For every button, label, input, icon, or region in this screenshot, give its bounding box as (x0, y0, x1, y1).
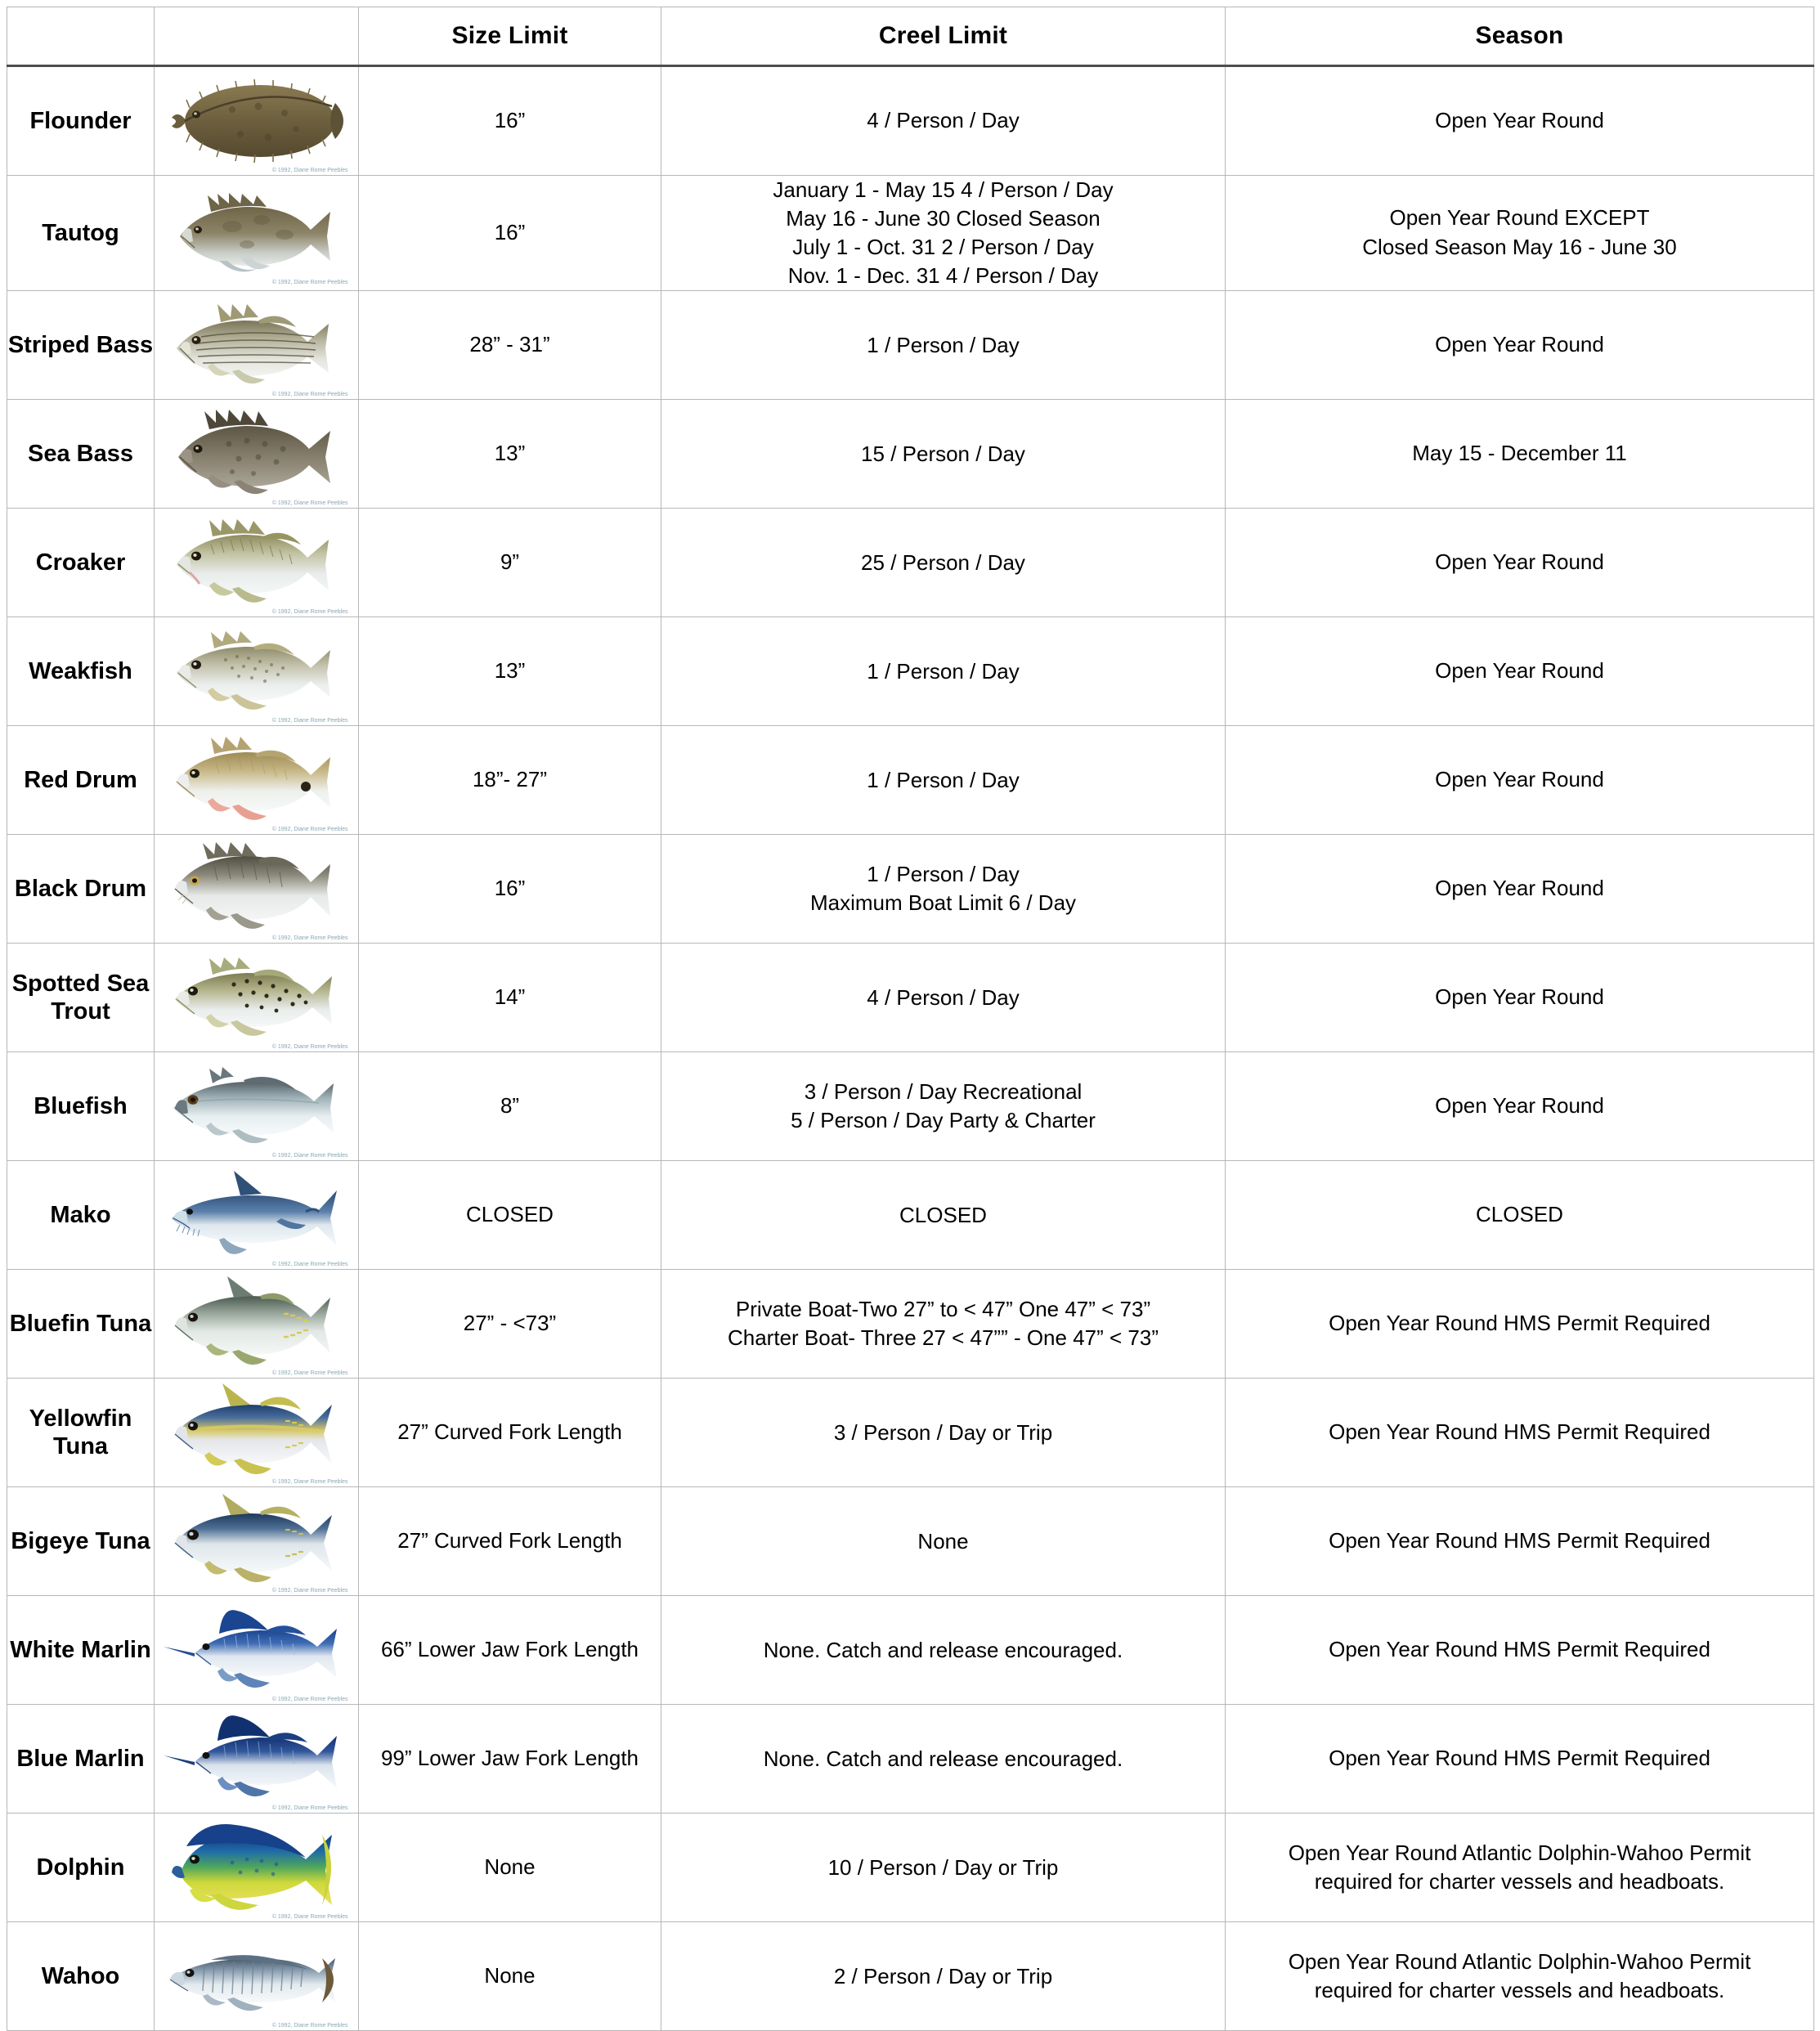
image-credit: © 1992, Diane Rome Peebles (271, 935, 348, 942)
image-credit: © 1992, Diane Rome Peebles (271, 1479, 348, 1486)
season-line: required for charter vessels and headboats. (1314, 1978, 1725, 2003)
species-image-cell (155, 1487, 359, 1596)
creel-limit-line: 10 / Person / Day or Trip (827, 1854, 1059, 1880)
size-limit-cell: 8” (359, 1052, 661, 1161)
flounder-illustration (162, 67, 352, 175)
mako-illustration (162, 1161, 352, 1269)
season-line: Open Year Round (1435, 876, 1604, 901)
creel-limit-line: 1 / Person / Day (867, 862, 1020, 887)
size-limit-cell: 13” (359, 400, 661, 509)
size-limit-cell: 14” (359, 944, 661, 1052)
image-credit: © 1992, Diane Rome Peebles (271, 280, 348, 286)
tautog-illustration (162, 179, 352, 287)
species-image-cell (155, 1270, 359, 1379)
creel-limit-line: 3 / Person / Day or Trip (833, 1419, 1053, 1445)
season-cell (1226, 1161, 1814, 1270)
season-cell (1226, 1052, 1814, 1161)
creel-limit-cell (661, 617, 1226, 726)
creel-limit-cell (661, 726, 1226, 835)
creel-limit-cell (661, 1814, 1226, 1922)
image-credit: © 1992, Diane Rome Peebles (271, 718, 348, 724)
season-line: Open Year Round Atlantic Dolphin-Wahoo Permit (1288, 1948, 1751, 1974)
size-limit-cell: 18”- 27” (359, 726, 661, 835)
creel-limit-cell (661, 1596, 1226, 1705)
species-name-cell: Flounder (7, 66, 155, 176)
image-credit: © 1992, Diane Rome Peebles (271, 500, 348, 507)
season-cell (1226, 400, 1814, 509)
image-credit: © 1992, Diane Rome Peebles (271, 1588, 348, 1594)
creel-limit-cell (661, 400, 1226, 509)
weakfish-illustration (162, 617, 352, 725)
species-name-cell: Blue Marlin (7, 1705, 155, 1814)
image-credit: © 1992, Diane Rome Peebles (271, 1044, 348, 1051)
size-limit-cell: 16” (359, 835, 661, 944)
croaker-illustration (162, 509, 352, 616)
creel-limit-line: 4 / Person / Day (867, 984, 1020, 1010)
creel-limit-line: 15 / Person / Day (861, 441, 1025, 466)
fishing-regulations-sheet (0, 7, 1820, 2029)
creel-limit-cell (661, 1270, 1226, 1379)
header-creel-limit (661, 7, 1226, 66)
bluefish-illustration (162, 1052, 352, 1160)
species-image-cell (155, 400, 359, 509)
creel-limit-line: 5 / Person / Day Party & Charter (791, 1108, 1096, 1133)
size-limit-cell: None (359, 1922, 661, 2031)
wahoo-illustration (162, 1922, 352, 2030)
creel-limit-line: May 16 - June 30 Closed Season (786, 206, 1101, 231)
season-line: Open Year Round HMS Permit Required (1329, 1637, 1710, 1662)
season-line: Open Year Round (1435, 658, 1604, 684)
table-row (7, 726, 1814, 835)
season-cell (1226, 1922, 1814, 2031)
season-line: Open Year Round HMS Permit Required (1329, 1528, 1710, 1554)
species-name-cell: Wahoo (7, 1922, 155, 2031)
image-credit: © 1992, Diane Rome Peebles (271, 1262, 348, 1268)
season-line: Open Year Round (1435, 1093, 1604, 1119)
striped-bass-illustration (162, 291, 352, 399)
creel-limit-line: Maximum Boat Limit 6 / Day (809, 890, 1077, 916)
season-cell (1226, 176, 1814, 291)
table-row (7, 1596, 1814, 1705)
species-name-cell: White Marlin (7, 1596, 155, 1705)
table-row (7, 400, 1814, 509)
season-line: Open Year Round Atlantic Dolphin-Wahoo Permit (1288, 1840, 1751, 1865)
season-line: Open Year Round EXCEPT (1389, 205, 1650, 231)
yellowfin-tuna-illustration (162, 1379, 352, 1486)
creel-limit-cell (661, 1922, 1226, 2031)
creel-limit-line: 1 / Person / Day (867, 767, 1020, 792)
species-name-cell: Red Drum (7, 726, 155, 835)
header-season-label: Season (1475, 22, 1564, 49)
table-row (7, 1814, 1814, 1922)
season-line: Open Year Round (1435, 984, 1604, 1010)
size-limit-cell: None (359, 1814, 661, 1922)
table-row (7, 291, 1814, 400)
season-line: Closed Season May 16 - June 30 (1362, 235, 1677, 260)
season-cell (1226, 835, 1814, 944)
size-limit-cell: 66” Lower Jaw Fork Length (359, 1596, 661, 1705)
creel-limit-line: July 1 - Oct. 31 2 / Person / Day (792, 235, 1094, 260)
black-drum-illustration (162, 835, 352, 943)
fishing-regulations-table (7, 7, 1814, 2031)
species-name-cell: Black Drum (7, 835, 155, 944)
image-credit: © 1992, Diane Rome Peebles (271, 392, 348, 398)
header-image-blank (155, 7, 359, 66)
blue-marlin-illustration (162, 1705, 352, 1813)
creel-limit-line: Nov. 1 - Dec. 31 4 / Person / Day (787, 263, 1099, 289)
image-credit: © 1992, Diane Rome Peebles (271, 827, 348, 833)
season-line: Open Year Round (1435, 767, 1604, 792)
species-image-cell (155, 1814, 359, 1922)
sea-bass-illustration (162, 400, 352, 508)
season-line: Open Year Round (1435, 332, 1604, 357)
image-credit: © 1992, Diane Rome Peebles (271, 1697, 348, 1703)
size-limit-cell: 27” Curved Fork Length (359, 1379, 661, 1487)
species-image-cell (155, 1922, 359, 2031)
season-cell (1226, 1487, 1814, 1596)
header-size-limit-label: Size Limit (451, 22, 568, 49)
table-row (7, 509, 1814, 617)
creel-limit-line: 4 / Person / Day (867, 108, 1020, 133)
creel-limit-cell (661, 1379, 1226, 1487)
size-limit-cell: 13” (359, 617, 661, 726)
season-cell (1226, 726, 1814, 835)
season-cell (1226, 944, 1814, 1052)
size-limit-cell: 16” (359, 66, 661, 176)
species-name-cell: Striped Bass (7, 291, 155, 400)
species-image-cell (155, 1161, 359, 1270)
season-cell (1226, 1379, 1814, 1487)
creel-limit-line: 1 / Person / Day (867, 332, 1020, 357)
species-image-cell (155, 726, 359, 835)
species-image-cell (155, 509, 359, 617)
creel-limit-line: Charter Boat- Three 27 < 47”” - One 47” < 73” (727, 1325, 1159, 1351)
table-body (7, 66, 1814, 2031)
species-name-cell: Bluefish (7, 1052, 155, 1161)
season-cell (1226, 1705, 1814, 1814)
image-credit: © 1992, Diane Rome Peebles (271, 168, 348, 173)
season-line: Open Year Round HMS Permit Required (1329, 1311, 1710, 1336)
season-cell (1226, 617, 1814, 726)
table-row (7, 617, 1814, 726)
spotted-sea-trout-illustration (162, 944, 352, 1051)
creel-limit-cell (661, 1487, 1226, 1596)
size-limit-cell: 99” Lower Jaw Fork Length (359, 1705, 661, 1814)
species-image-cell (155, 1596, 359, 1705)
season-cell (1226, 1596, 1814, 1705)
table-row (7, 1270, 1814, 1379)
table-row (7, 176, 1814, 291)
season-cell (1226, 291, 1814, 400)
table-row (7, 1922, 1814, 2031)
species-image-cell (155, 291, 359, 400)
species-name-cell: Bluefin Tuna (7, 1270, 155, 1379)
table-row (7, 1705, 1814, 1814)
creel-limit-line: Private Boat-Two 27” to < 47” One 47” < 73” (735, 1297, 1151, 1322)
creel-limit-cell (661, 509, 1226, 617)
season-cell (1226, 66, 1814, 176)
table-row (7, 1052, 1814, 1161)
creel-limit-line: 3 / Person / Day Recreational (804, 1079, 1083, 1105)
season-line: required for charter vessels and headboats. (1314, 1869, 1725, 1894)
dolphin-illustration (162, 1814, 352, 1921)
species-name-cell: Tautog (7, 176, 155, 291)
creel-limit-line: 2 / Person / Day or Trip (833, 1963, 1053, 1988)
header-season (1226, 7, 1814, 66)
species-image-cell (155, 835, 359, 944)
table-row (7, 944, 1814, 1052)
season-line: Open Year Round (1435, 549, 1604, 575)
species-name-cell: Bigeye Tuna (7, 1487, 155, 1596)
size-limit-cell: 27” - <73” (359, 1270, 661, 1379)
creel-limit-cell (661, 66, 1226, 176)
table-row (7, 66, 1814, 176)
table-row (7, 1487, 1814, 1596)
creel-limit-cell (661, 1161, 1226, 1270)
size-limit-cell: 16” (359, 176, 661, 291)
red-drum-illustration (162, 726, 352, 834)
creel-limit-cell (661, 835, 1226, 944)
creel-limit-line: CLOSED (899, 1202, 987, 1227)
season-cell (1226, 1270, 1814, 1379)
table-row (7, 1161, 1814, 1270)
size-limit-cell: 9” (359, 509, 661, 617)
creel-limit-line: None. Catch and release encouraged. (763, 1637, 1123, 1662)
image-credit: © 1992, Diane Rome Peebles (271, 1914, 348, 1921)
species-name-cell: Croaker (7, 509, 155, 617)
creel-limit-cell (661, 944, 1226, 1052)
image-credit: © 1992, Diane Rome Peebles (271, 1153, 348, 1159)
creel-limit-cell (661, 1052, 1226, 1161)
bigeye-tuna-illustration (162, 1487, 352, 1595)
image-credit: © 1992, Diane Rome Peebles (271, 1370, 348, 1377)
species-image-cell (155, 66, 359, 176)
image-credit: © 1992, Diane Rome Peebles (271, 1805, 348, 1812)
size-limit-cell: 27” Curved Fork Length (359, 1487, 661, 1596)
creel-limit-cell (661, 1705, 1226, 1814)
species-name-cell: Dolphin (7, 1814, 155, 1922)
creel-limit-line: 25 / Person / Day (861, 549, 1025, 575)
bluefin-tuna-illustration (162, 1270, 352, 1378)
header-species-blank (7, 7, 155, 66)
image-credit: © 1992, Diane Rome Peebles (271, 2023, 348, 2029)
creel-limit-line: January 1 - May 15 4 / Person / Day (773, 177, 1114, 202)
table-row (7, 835, 1814, 944)
creel-limit-line: None. Catch and release encouraged. (763, 1746, 1123, 1771)
season-cell (1226, 1814, 1814, 1922)
species-image-cell (155, 1705, 359, 1814)
creel-limit-line: 1 / Person / Day (867, 658, 1020, 684)
season-line: Open Year Round (1435, 108, 1604, 133)
species-name-cell: Weakfish (7, 617, 155, 726)
table-header-row (7, 7, 1814, 66)
creel-limit-cell (661, 176, 1226, 291)
species-name-cell: Sea Bass (7, 400, 155, 509)
table-row (7, 1379, 1814, 1487)
season-line: Open Year Round HMS Permit Required (1329, 1746, 1710, 1771)
species-image-cell (155, 944, 359, 1052)
species-name-cell: Yellowfin Tuna (7, 1379, 155, 1487)
creel-limit-line: None (917, 1528, 969, 1554)
species-name-cell: Mako (7, 1161, 155, 1270)
size-limit-cell: 28” - 31” (359, 291, 661, 400)
size-limit-cell: CLOSED (359, 1161, 661, 1270)
species-name-cell: Spotted Sea Trout (7, 944, 155, 1052)
season-line: CLOSED (1476, 1202, 1563, 1227)
white-marlin-illustration (162, 1596, 352, 1704)
species-image-cell (155, 176, 359, 291)
season-line: Open Year Round HMS Permit Required (1329, 1419, 1710, 1445)
season-cell (1226, 509, 1814, 617)
creel-limit-cell (661, 291, 1226, 400)
image-credit: © 1992, Diane Rome Peebles (271, 609, 348, 616)
species-image-cell (155, 1379, 359, 1487)
header-size-limit (359, 7, 661, 66)
header-creel-limit-label: Creel Limit (878, 22, 1008, 49)
season-line: May 15 - December 11 (1412, 441, 1627, 466)
species-image-cell (155, 617, 359, 726)
species-image-cell (155, 1052, 359, 1161)
